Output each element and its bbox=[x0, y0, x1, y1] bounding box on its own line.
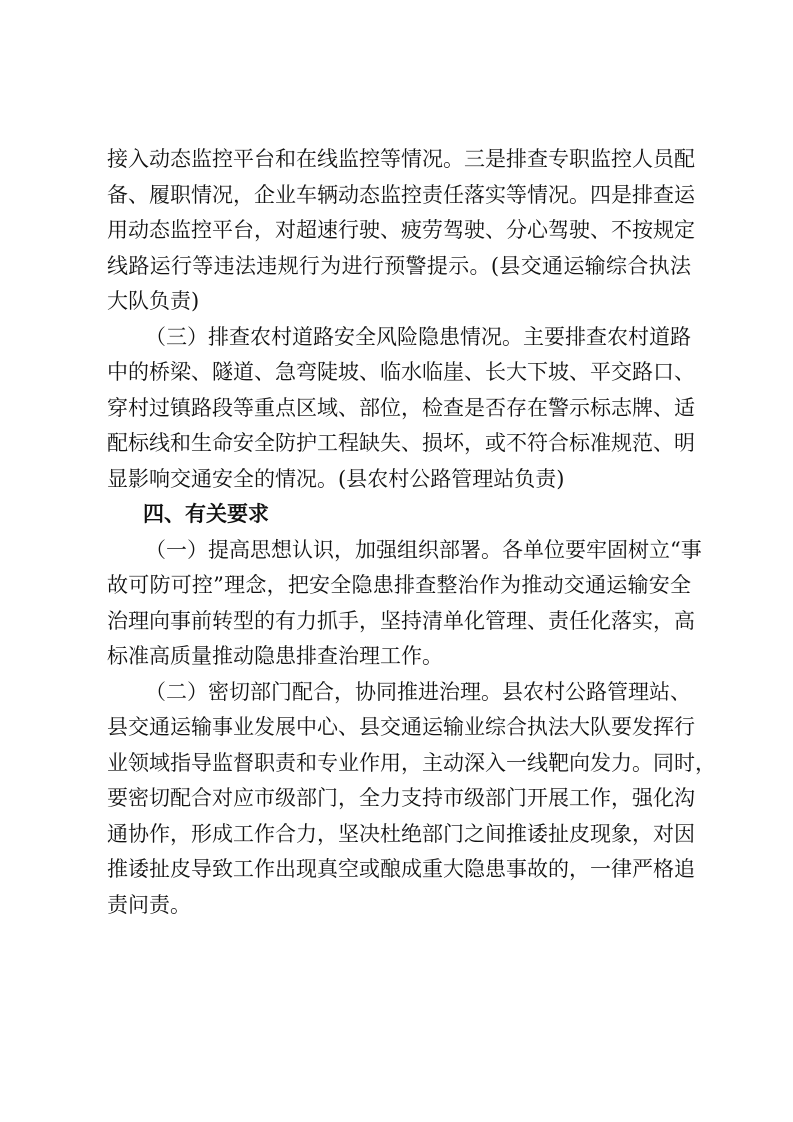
text-line: 通协作，形成工作合力，坚决杜绝部门之间推诿扯皮现象，对因 bbox=[107, 821, 695, 846]
text-line: 业领域指导监督职责和专业作用，主动深入一线靶向发力。同时， bbox=[107, 750, 716, 775]
text-line: 接入动态监控平台和在线监控等情况。三是排查专职监控人员配 bbox=[107, 147, 695, 171]
text-line: 线路运行等违法违规行为进行预警提示。(县交通运输综合执法 bbox=[107, 253, 691, 278]
text-line: （一）提高思想认识，加强组织部署。各单位要牢固树立“事 bbox=[145, 537, 702, 562]
paragraph-cooperation bbox=[107, 675, 716, 924]
text-line: 标准高质量推动隐患排查治理工作。 bbox=[107, 644, 443, 668]
text-line: 用动态监控平台，对超速行驶、疲劳驾驶、分心驾驶、不按规定 bbox=[107, 218, 695, 242]
paragraph-rural-roads bbox=[107, 320, 695, 498]
paragraph-monitoring bbox=[107, 142, 695, 320]
text-line: （三）排查农村道路安全风险隐患情况。主要排查农村道路 bbox=[145, 324, 691, 349]
text-line: 显影响交通安全的情况。(县农村公路管理站负责) bbox=[107, 466, 565, 491]
text-line: 配标线和生命安全防护工程缺失、损坏，或不符合标准规范、明 bbox=[107, 431, 695, 455]
text-line: 责问责。 bbox=[107, 892, 191, 917]
text-line: 要密切配合对应市级部门，全力支持市级部门开展工作，强化沟 bbox=[107, 786, 695, 810]
text-line: 备、履职情况，企业车辆动态监控责任落实等情况。四是排查运 bbox=[107, 182, 695, 207]
text-line: 推诿扯皮导致工作出现真空或酿成重大隐患事故的，一律严格追 bbox=[107, 857, 695, 881]
text-line: （二）密切部门配合，协同推进治理。县农村公路管理站、 bbox=[145, 679, 691, 704]
text-line: 县交通运输事业发展中心、县交通运输业综合执法大队要发挥行 bbox=[107, 715, 695, 739]
paragraph-awareness bbox=[107, 533, 702, 675]
text-line: 中的桥梁、隧道、急弯陡坡、临水临崖、长大下坡、平交路口、 bbox=[107, 360, 695, 384]
text-line: 大队负责) bbox=[107, 289, 200, 313]
document-page bbox=[107, 142, 716, 923]
text-line: 故可防可控”理念，把安全隐患排查整治作为推动交通运输安全 bbox=[107, 573, 691, 597]
text-line: 穿村过镇路段等重点区域、部位，检查是否存在警示标志牌、适 bbox=[107, 395, 695, 420]
section-heading: 四、有关要求 bbox=[143, 502, 269, 526]
text-line: 治理向事前转型的有力抓手，坚持清单化管理、责任化落实，高 bbox=[107, 608, 695, 633]
